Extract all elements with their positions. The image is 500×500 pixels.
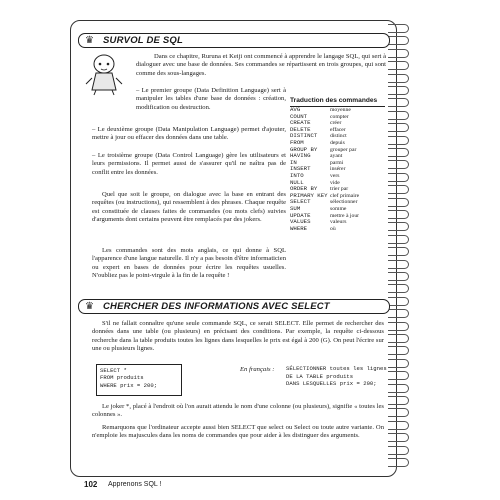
crown-icon: ♛ [85,35,94,46]
paragraph-commandes: Les commandes sont des mots anglais, ce qui donne à SQL l'apparence d'une langue naturelle. Il n'y a pas besoin d'être informaticien ou expert en bases de données pour écrire les requêtes usuelles. N'oubliez pas le point-virgule à la fin de la requête ! [92,247,286,280]
sql-keyword: GROUP BY [290,145,318,153]
intro-paragraph: Dans ce chapitre, Ruruna et Keiji ont commencé à apprendre le langage SQL, qui sert à dialoguer avec une base de données. Ses commandes se répartissent en trois groupes, qui sont comme des sous-langages. [136,53,386,77]
sql-keyword: INTO [290,171,304,179]
french-meaning: somme [330,205,347,212]
french-meaning: insérer [330,166,346,173]
paragraph-majuscules: Remarquons que l'ordinateur accepte aussi bien SELECT que select ou Select ou toute autre variante. On n'emploie les majuscules dans les noms de commandes que pour aider à les distinguer des arguments. [92,424,384,440]
section-header-select [78,299,390,314]
binding-ring [388,160,409,169]
code-line: FROM produits [100,374,144,382]
paragraph-joker: Le joker *, placé à l'endroit où l'on aurait attendu le nom d'une colonne (ou plusieurs), signifie « toutes les colonnes ». [92,403,384,419]
french-meaning: grouper par [330,146,357,153]
french-meaning: vers [330,172,340,179]
sql-keyword: DISTINCT [290,132,318,140]
binding-ring [388,210,409,219]
french-meaning: compter [330,113,349,120]
binding-ring [388,284,409,293]
sql-keyword: UPDATE [290,211,311,219]
translation-row [290,153,385,160]
binding-ring [388,185,409,194]
french-meaning: vide [330,179,340,186]
sql-keyword: HAVING [290,152,311,160]
french-line: DANS LESQUELLES prix = 200; [286,380,377,388]
binding-ring [388,74,409,83]
bullet-ddl: – Le premier groupe (Data Definition Language) sert à manipuler les tables d'une base de données : création, modification ou destruction. [136,87,286,111]
sql-keyword: SUM [290,204,301,212]
binding-ring [388,346,409,355]
sql-keyword: DELETE [290,125,311,133]
binding-ring [388,173,409,182]
translation-caption: Traduction des commandes [290,96,385,107]
binding-ring [388,247,409,256]
french-meaning: valeurs [330,219,347,226]
french-meaning: trier par [330,186,349,193]
sql-keyword: IN [290,158,297,166]
binding-ring [388,408,409,417]
sql-keyword: WHERE [290,224,308,232]
binding-ring [388,136,409,145]
paragraph-select: S'il ne fallait connaître qu'une seule commande SQL, ce serait SELECT. Elle permet de rechercher des données dans une table (ou plusieurs) en précisant des conditions. Par exemple, la requête ci-dessous recherche dans la table produits toutes les lignes dans lesquelles le prix est égal à 200 (G). On peut l'écrire sur une ou plusieurs lignes. [92,320,384,353]
binding-ring [388,272,409,281]
french-meaning: moyenne [330,107,351,113]
bullet-dcl: – Le troisième groupe (Data Control Language) gère les utilisateurs et leurs permissions. Il permet aussi de s'assurer qu'il ne naîtra pas de conflit entre les données. [92,152,286,176]
binding-ring [388,334,409,343]
binding-ring [388,49,409,58]
bullet-dml: – Le deuxième groupe (Data Manipulation Language) permet d'ajouter, mettre à jour ou effacer des données dans une table. [92,126,286,142]
sql-keyword: COUNT [290,112,308,120]
french-meaning: où [330,225,336,232]
binding-ring [388,24,409,33]
running-title: Apprenons SQL ! [108,481,162,488]
section-header-survol [78,33,390,48]
french-meaning: distinct [330,133,347,140]
section-title: CHERCHER DES INFORMATIONS AVEC SELECT [103,301,330,312]
translation-row [290,199,385,206]
binding-ring [388,123,409,132]
sql-keyword: CREATE [290,119,311,127]
sql-keyword: FROM [290,138,304,146]
sql-keyword: AVG [290,106,301,113]
french-line: SÉLECTIONNER toutes les lignes [286,365,387,372]
sql-keyword: NULL [290,178,304,186]
binding-ring [388,421,409,430]
binding-ring [388,260,409,269]
binding-ring [388,433,409,442]
crown-icon: ♛ [85,301,94,312]
binding-ring [388,148,409,157]
binding-ring [388,309,409,318]
translation-row [290,173,385,180]
sql-keyword: INSERT [290,165,311,173]
french-meaning: créer [330,120,342,127]
binding-ring [388,322,409,331]
binding-ring [388,222,409,231]
code-example [96,364,182,396]
binding-ring [388,86,409,95]
binding-ring [388,371,409,380]
binding-ring [388,111,409,120]
binding-ring [388,297,409,306]
binding-ring [388,235,409,244]
paragraph-requetes: Quel que soit le groupe, on dialogue avec la base en entrant des requêtes (ou instructions), qui ressemblent à des phrases. Chaque requête est constituée de clauses faites de commandes (ou mots clefs) suivies d'arguments dont certains peuvent être remplacés par des jokers. [92,191,286,224]
code-line: WHERE prix = 200; [100,381,158,389]
french-meaning: clef primaire [330,192,360,199]
sql-keyword: VALUES [290,218,311,226]
sql-keyword: PRIMARY KEY [290,191,328,199]
translation-table [290,96,385,232]
sql-keyword: SELECT [290,198,311,206]
mascot-illustration [84,50,126,96]
french-line: DE LA TABLE produits [286,372,354,380]
french-meaning: ayant [330,153,343,160]
section-title: SURVOL DE SQL [103,35,184,46]
code-line: SELECT * [100,367,127,374]
spiral-binding [388,24,410,472]
french-translation [286,365,387,388]
translation-row [290,133,385,140]
binding-ring [388,396,409,405]
sql-keyword: ORDER BY [290,185,318,193]
binding-ring [388,36,409,45]
french-meaning: effacer [330,126,346,133]
binding-ring [388,61,409,70]
translation-row [290,226,385,233]
binding-ring [388,384,409,393]
french-label: En français : [240,366,275,373]
translation-row [290,166,385,173]
french-meaning: sélectionner [330,199,358,206]
binding-ring [388,458,409,467]
french-meaning: parmi [330,159,344,166]
binding-ring [388,359,409,368]
page-number: 102 [84,480,98,489]
french-meaning: depuis [330,139,345,146]
binding-ring [388,98,409,107]
binding-ring [388,198,409,207]
binding-ring [388,446,409,455]
french-meaning: mettre à jour [330,212,360,219]
